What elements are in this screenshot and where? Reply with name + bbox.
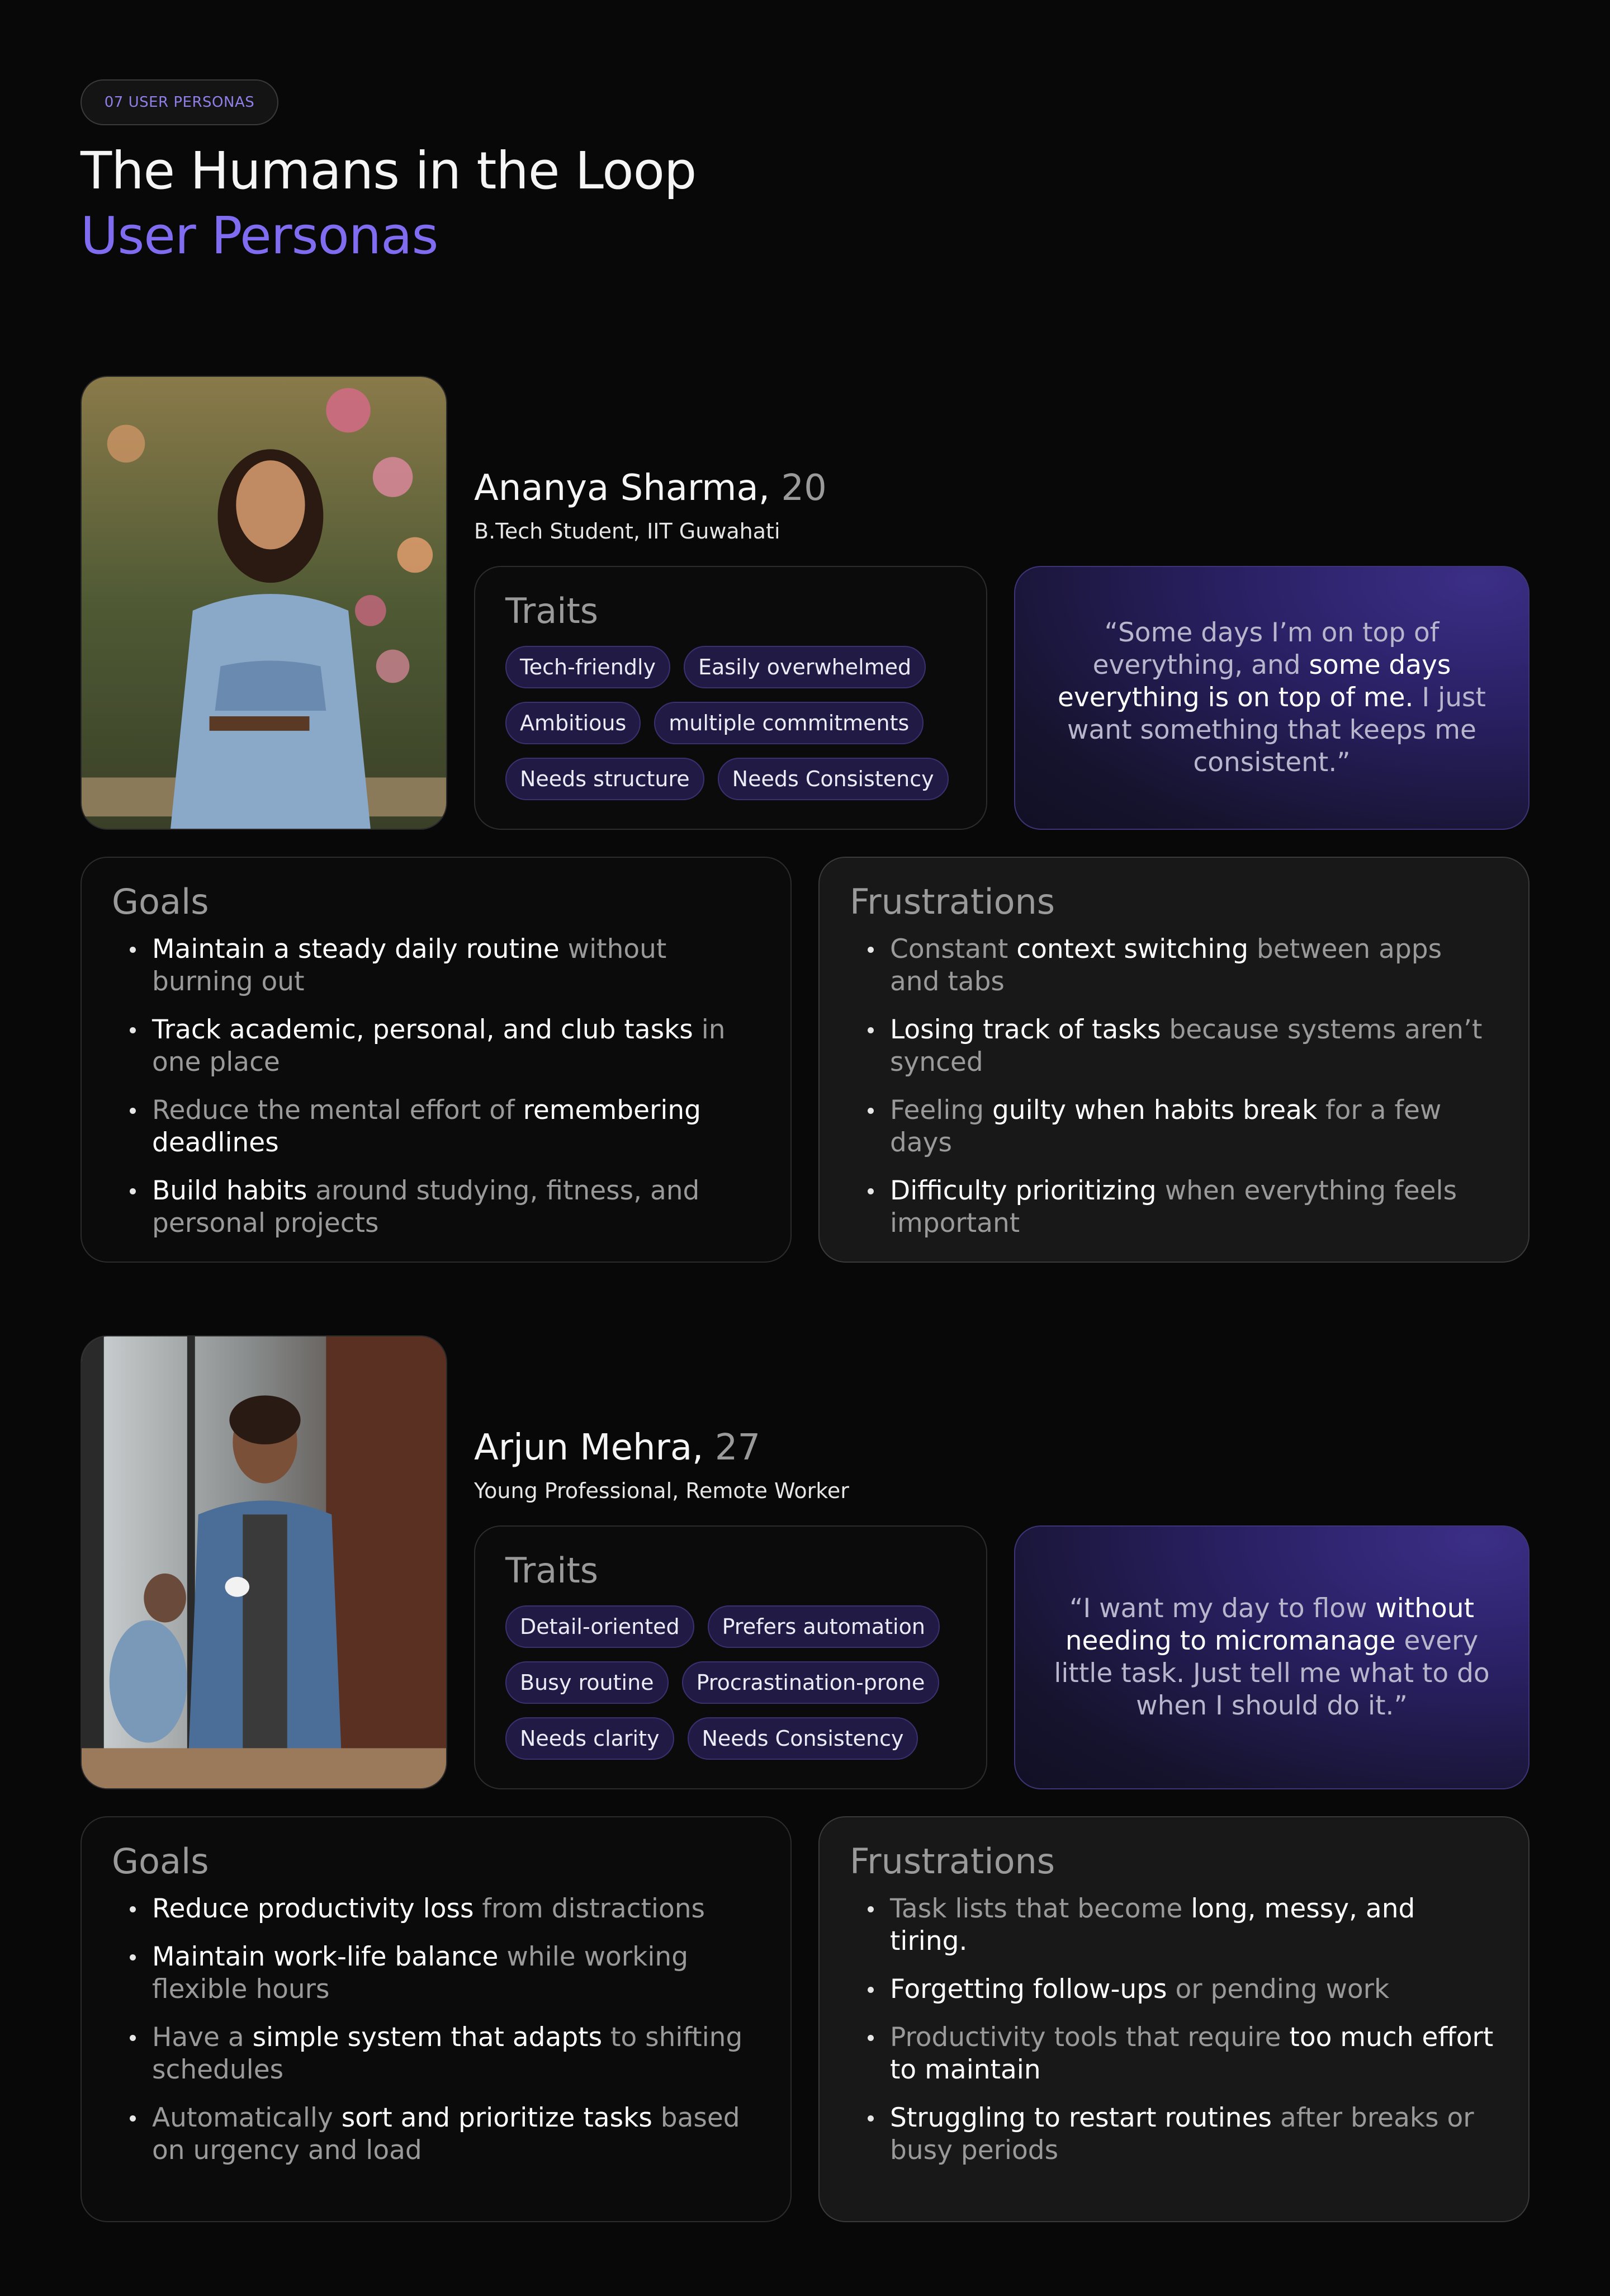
persona-role: B.Tech Student, IIT Guwahati <box>474 519 780 544</box>
quote-card <box>1014 1525 1530 1789</box>
trait-tag: Tech-friendly <box>505 646 670 688</box>
trait-tag: multiple commitments <box>654 702 924 744</box>
frustration-item: Feeling guilty when habits break for a few days <box>850 1094 1498 1159</box>
goal-item: Automatically sort and prioritize tasks based on urgency and load <box>112 2102 760 2167</box>
frustration-item: Productivity tools that require too much effort to maintain <box>850 2021 1498 2086</box>
frustration-item: Losing track of tasks because systems aren’t synced <box>850 1014 1498 1079</box>
persona-name: Ananya Sharma, 20 <box>474 467 827 509</box>
trait-tag: Needs structure <box>505 758 704 800</box>
trait-tag: Ambitious <box>505 702 641 744</box>
goals-card <box>80 857 792 1263</box>
page-title: The Humans in the Loop <box>80 141 697 201</box>
traits-card <box>474 566 987 830</box>
trait-tag: Busy routine <box>505 1661 669 1704</box>
persona-quote: “I want my day to flow without needing to micromanage every little task. Just tell me what to do when I should do it.” <box>1054 1593 1490 1721</box>
persona-name: Arjun Mehra, 27 <box>474 1427 761 1468</box>
frustrations-card <box>818 857 1530 1263</box>
goals-heading: Goals <box>112 881 209 922</box>
persona-quote: “Some days I’m on top of everything, and some days everything is on top of me. I just want something that keeps me consistent.” <box>1058 617 1486 778</box>
goal-item: Track academic, personal, and club tasks in one place <box>112 1014 760 1079</box>
trait-tag: Detail-oriented <box>505 1605 694 1648</box>
page-subtitle: User Personas <box>80 206 438 266</box>
frustration-item: Constant context switching between apps and tabs <box>850 933 1498 998</box>
trait-tag: Easily overwhelmed <box>684 646 926 688</box>
goal-item: Reduce the mental effort of remembering deadlines <box>112 1094 760 1159</box>
trait-tag: Prefers automation <box>708 1605 940 1648</box>
frustration-item: Task lists that become long, messy, and tiring. <box>850 1893 1498 1958</box>
frustration-item: Difficulty prioritizing when everything feels important <box>850 1175 1498 1240</box>
goal-item: Maintain a steady daily routine without burning out <box>112 933 760 998</box>
persona-role: Young Professional, Remote Worker <box>474 1478 849 1503</box>
goal-item: Have a simple system that adapts to shifting schedules <box>112 2021 760 2086</box>
goals-card <box>80 1816 792 2222</box>
goal-item: Build habits around studying, fitness, and personal projects <box>112 1175 760 1240</box>
goal-item: Maintain work-life balance while working flexible hours <box>112 1941 760 2006</box>
frustration-item: Forgetting follow-ups or pending work <box>850 1973 1498 2006</box>
section-chip: 07 USER PERSONAS <box>80 79 278 125</box>
traits-card <box>474 1525 987 1789</box>
trait-tag: Needs Consistency <box>718 758 949 800</box>
persona-photo <box>80 376 447 830</box>
frustrations-heading: Frustrations <box>850 1841 1055 1882</box>
traits-heading: Traits <box>505 1550 599 1591</box>
goal-item: Reduce productivity loss from distractions <box>112 1893 760 1925</box>
frustrations-heading: Frustrations <box>850 881 1055 922</box>
traits-heading: Traits <box>505 590 599 631</box>
frustrations-card <box>818 1816 1530 2222</box>
trait-tag: Needs clarity <box>505 1717 674 1760</box>
trait-tag: Needs Consistency <box>688 1717 918 1760</box>
goals-heading: Goals <box>112 1841 209 1882</box>
quote-card <box>1014 566 1530 830</box>
persona-photo <box>80 1335 447 1789</box>
frustration-item: Struggling to restart routines after breaks or busy periods <box>850 2102 1498 2167</box>
trait-tag: Procrastination-prone <box>682 1661 940 1704</box>
